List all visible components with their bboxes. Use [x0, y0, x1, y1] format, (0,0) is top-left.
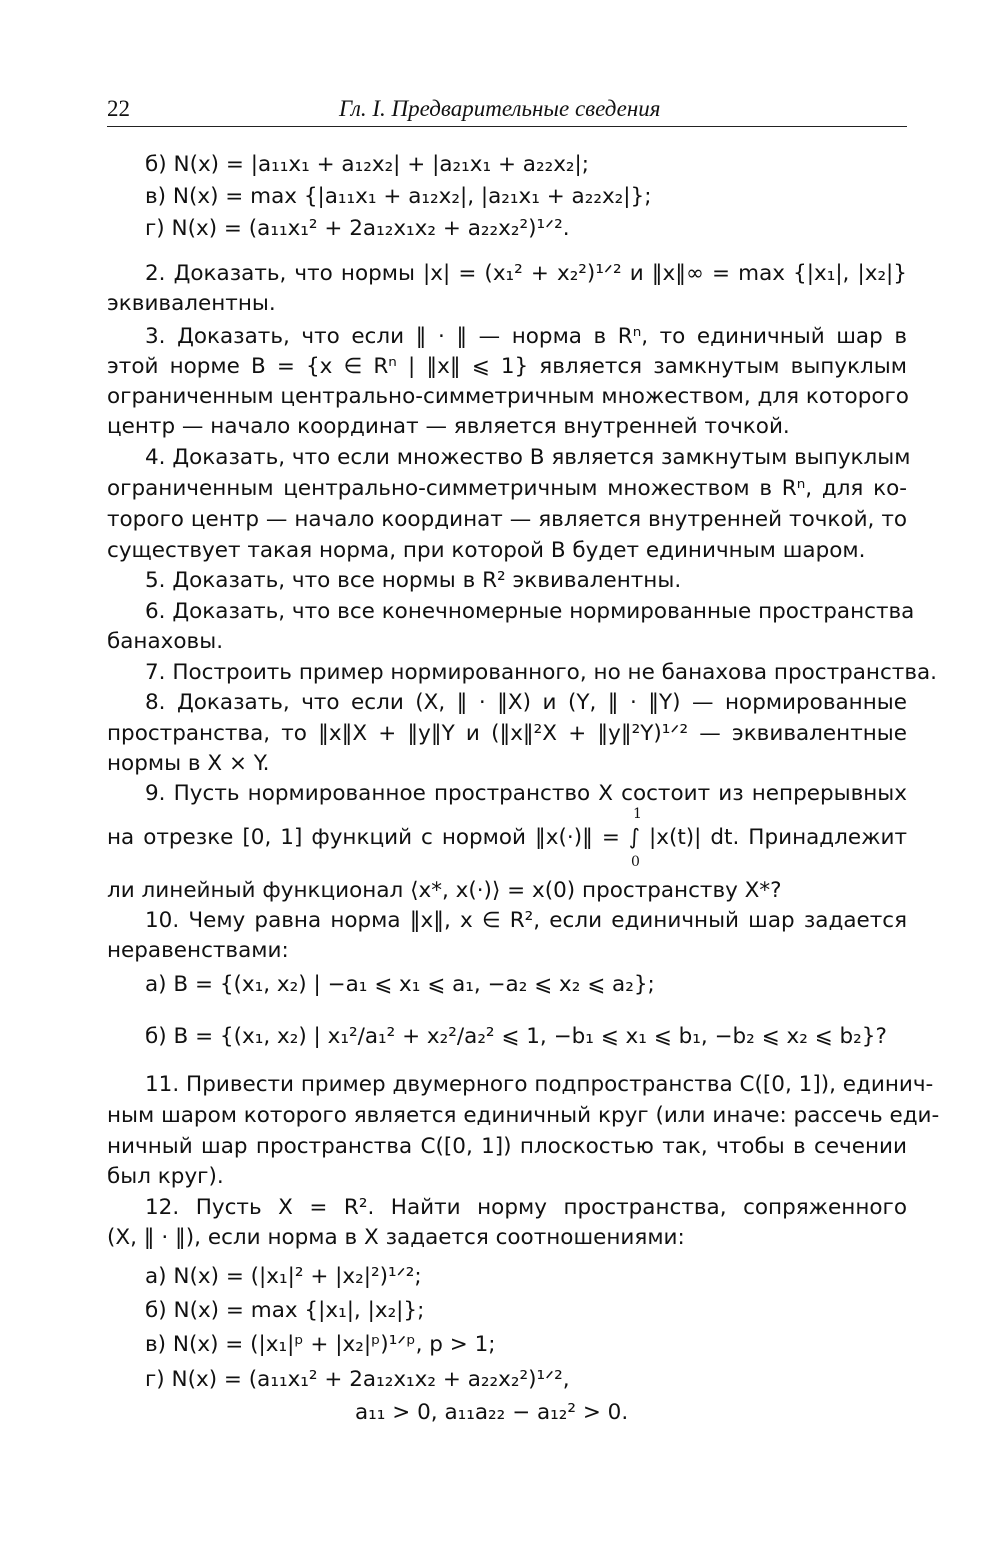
text-line: а) N(x) = (|x₁|² + |x₂|²)¹ᐟ²;: [145, 1264, 422, 1289]
text-line: 4. Доказать, что если множество B является замкнутым выпуклым: [145, 445, 911, 470]
running-header: [107, 96, 907, 127]
text-line: 3. Доказать, что если ‖ · ‖ — норма в Rⁿ, то единичный шар в: [145, 324, 907, 349]
text-line: 6. Доказать, что все конечномерные нормированные пространства: [145, 599, 915, 624]
text-line: 10. Чему равна норма ‖x‖, x ∈ R², если единичный шар задается: [145, 908, 907, 933]
text-line: пространства, то ‖x‖X + ‖y‖Y и (‖x‖²X + ‖y‖²Y)¹ᐟ² — эквивалентные: [107, 721, 907, 746]
text-line: 5. Доказать, что все нормы в R² эквивалентны.: [145, 568, 682, 593]
text-line: a₁₁ > 0, a₁₁a₂₂ − a₁₂² > 0.: [355, 1400, 629, 1425]
text-line: центр — начало координат — является внутренней точкой.: [107, 414, 790, 439]
text-line: 11. Привести пример двумерного подпространства C([0, 1]), единич-: [145, 1072, 934, 1097]
text-line: ли линейный функционал ⟨x*, x(·)⟩ = x(0) пространству X*?: [107, 878, 782, 903]
text-line: б) B = {(x₁, x₂) | x₁²/a₁² + x₂²/a₂² ⩽ 1, −b₁ ⩽ x₁ ⩽ b₁, −b₂ ⩽ x₂ ⩽ b₂}?: [145, 1024, 887, 1049]
text-line: 12. Пусть X = R². Найти норму пространства, сопряженного: [145, 1195, 907, 1220]
text-line: был круг).: [107, 1164, 224, 1189]
text-line: неравенствами:: [107, 938, 289, 963]
text-line: б) N(x) = |a₁₁x₁ + a₁₂x₂| + |a₂₁x₁ + a₂₂x₂|;: [145, 152, 590, 177]
integral-upper-limit: 1: [633, 806, 642, 822]
text-line: ничный шар пространства C([0, 1]) плоскостью так, чтобы в сечении: [107, 1134, 907, 1159]
text-line: банаховы.: [107, 629, 224, 654]
integral-lower-limit: 0: [631, 854, 640, 870]
text-line: б) N(x) = max {|x₁|, |x₂|};: [145, 1298, 425, 1323]
text-line: ограниченным центрально-симметричным множеством в Rⁿ, для ко-: [107, 476, 907, 501]
text-line: 9. Пусть нормированное пространство X состоит из непрерывных: [145, 781, 907, 806]
text-line: г) N(x) = (a₁₁x₁² + 2a₁₂x₁x₂ + a₂₂x₂²)¹ᐟ²,: [145, 1367, 570, 1392]
text-line: а) B = {(x₁, x₂) | −a₁ ⩽ x₁ ⩽ a₁, −a₂ ⩽ x₂ ⩽ a₂};: [145, 972, 655, 997]
text-line: 8. Доказать, что если (X, ‖ · ‖X) и (Y, ‖ · ‖Y) — нормированные: [145, 690, 907, 715]
text-line: эквивалентны.: [107, 291, 276, 316]
text-line: 2. Доказать, что нормы |x| = (x₁² + x₂²)¹ᐟ² и ‖x‖∞ = max {|x₁|, |x₂|}: [145, 261, 907, 286]
page-number: 22: [107, 96, 130, 121]
text-line: г) N(x) = (a₁₁x₁² + 2a₁₂x₁x₂ + a₂₂x₂²)¹ᐟ².: [145, 216, 570, 241]
text-line: (X, ‖ · ‖), если норма в X задается соотношениями:: [107, 1225, 685, 1250]
text-line: торого центр — начало координат — является внутренней точкой, то: [107, 507, 907, 532]
chapter-title: Гл. I. Предварительные сведения: [339, 96, 661, 121]
text-line: ограниченным центрально-симметричным множеством, для которого: [107, 384, 909, 409]
text-line: этой норме B = {x ∈ Rⁿ | ‖x‖ ⩽ 1} является замкнутым выпуклым: [107, 354, 907, 379]
text-line: ным шаром которого является единичный круг (или иначе: рассечь еди-: [107, 1103, 940, 1128]
text-line: 7. Построить пример нормированного, но не банахова пространства.: [145, 660, 938, 685]
text-line: существует такая норма, при которой B будет единичным шаром.: [107, 538, 866, 563]
text-line: в) N(x) = (|x₁|ᵖ + |x₂|ᵖ)¹ᐟᵖ, p > 1;: [145, 1332, 496, 1357]
text-line: в) N(x) = max {|a₁₁x₁ + a₁₂x₂|, |a₂₁x₁ + a₂₂x₂|};: [145, 184, 652, 209]
text-line: нормы в X × Y.: [107, 751, 270, 776]
text-line: на отрезке [0, 1] функций с нормой ‖x(·)‖ = ∫ |x(t)| dt. Принадлежит: [107, 825, 907, 850]
